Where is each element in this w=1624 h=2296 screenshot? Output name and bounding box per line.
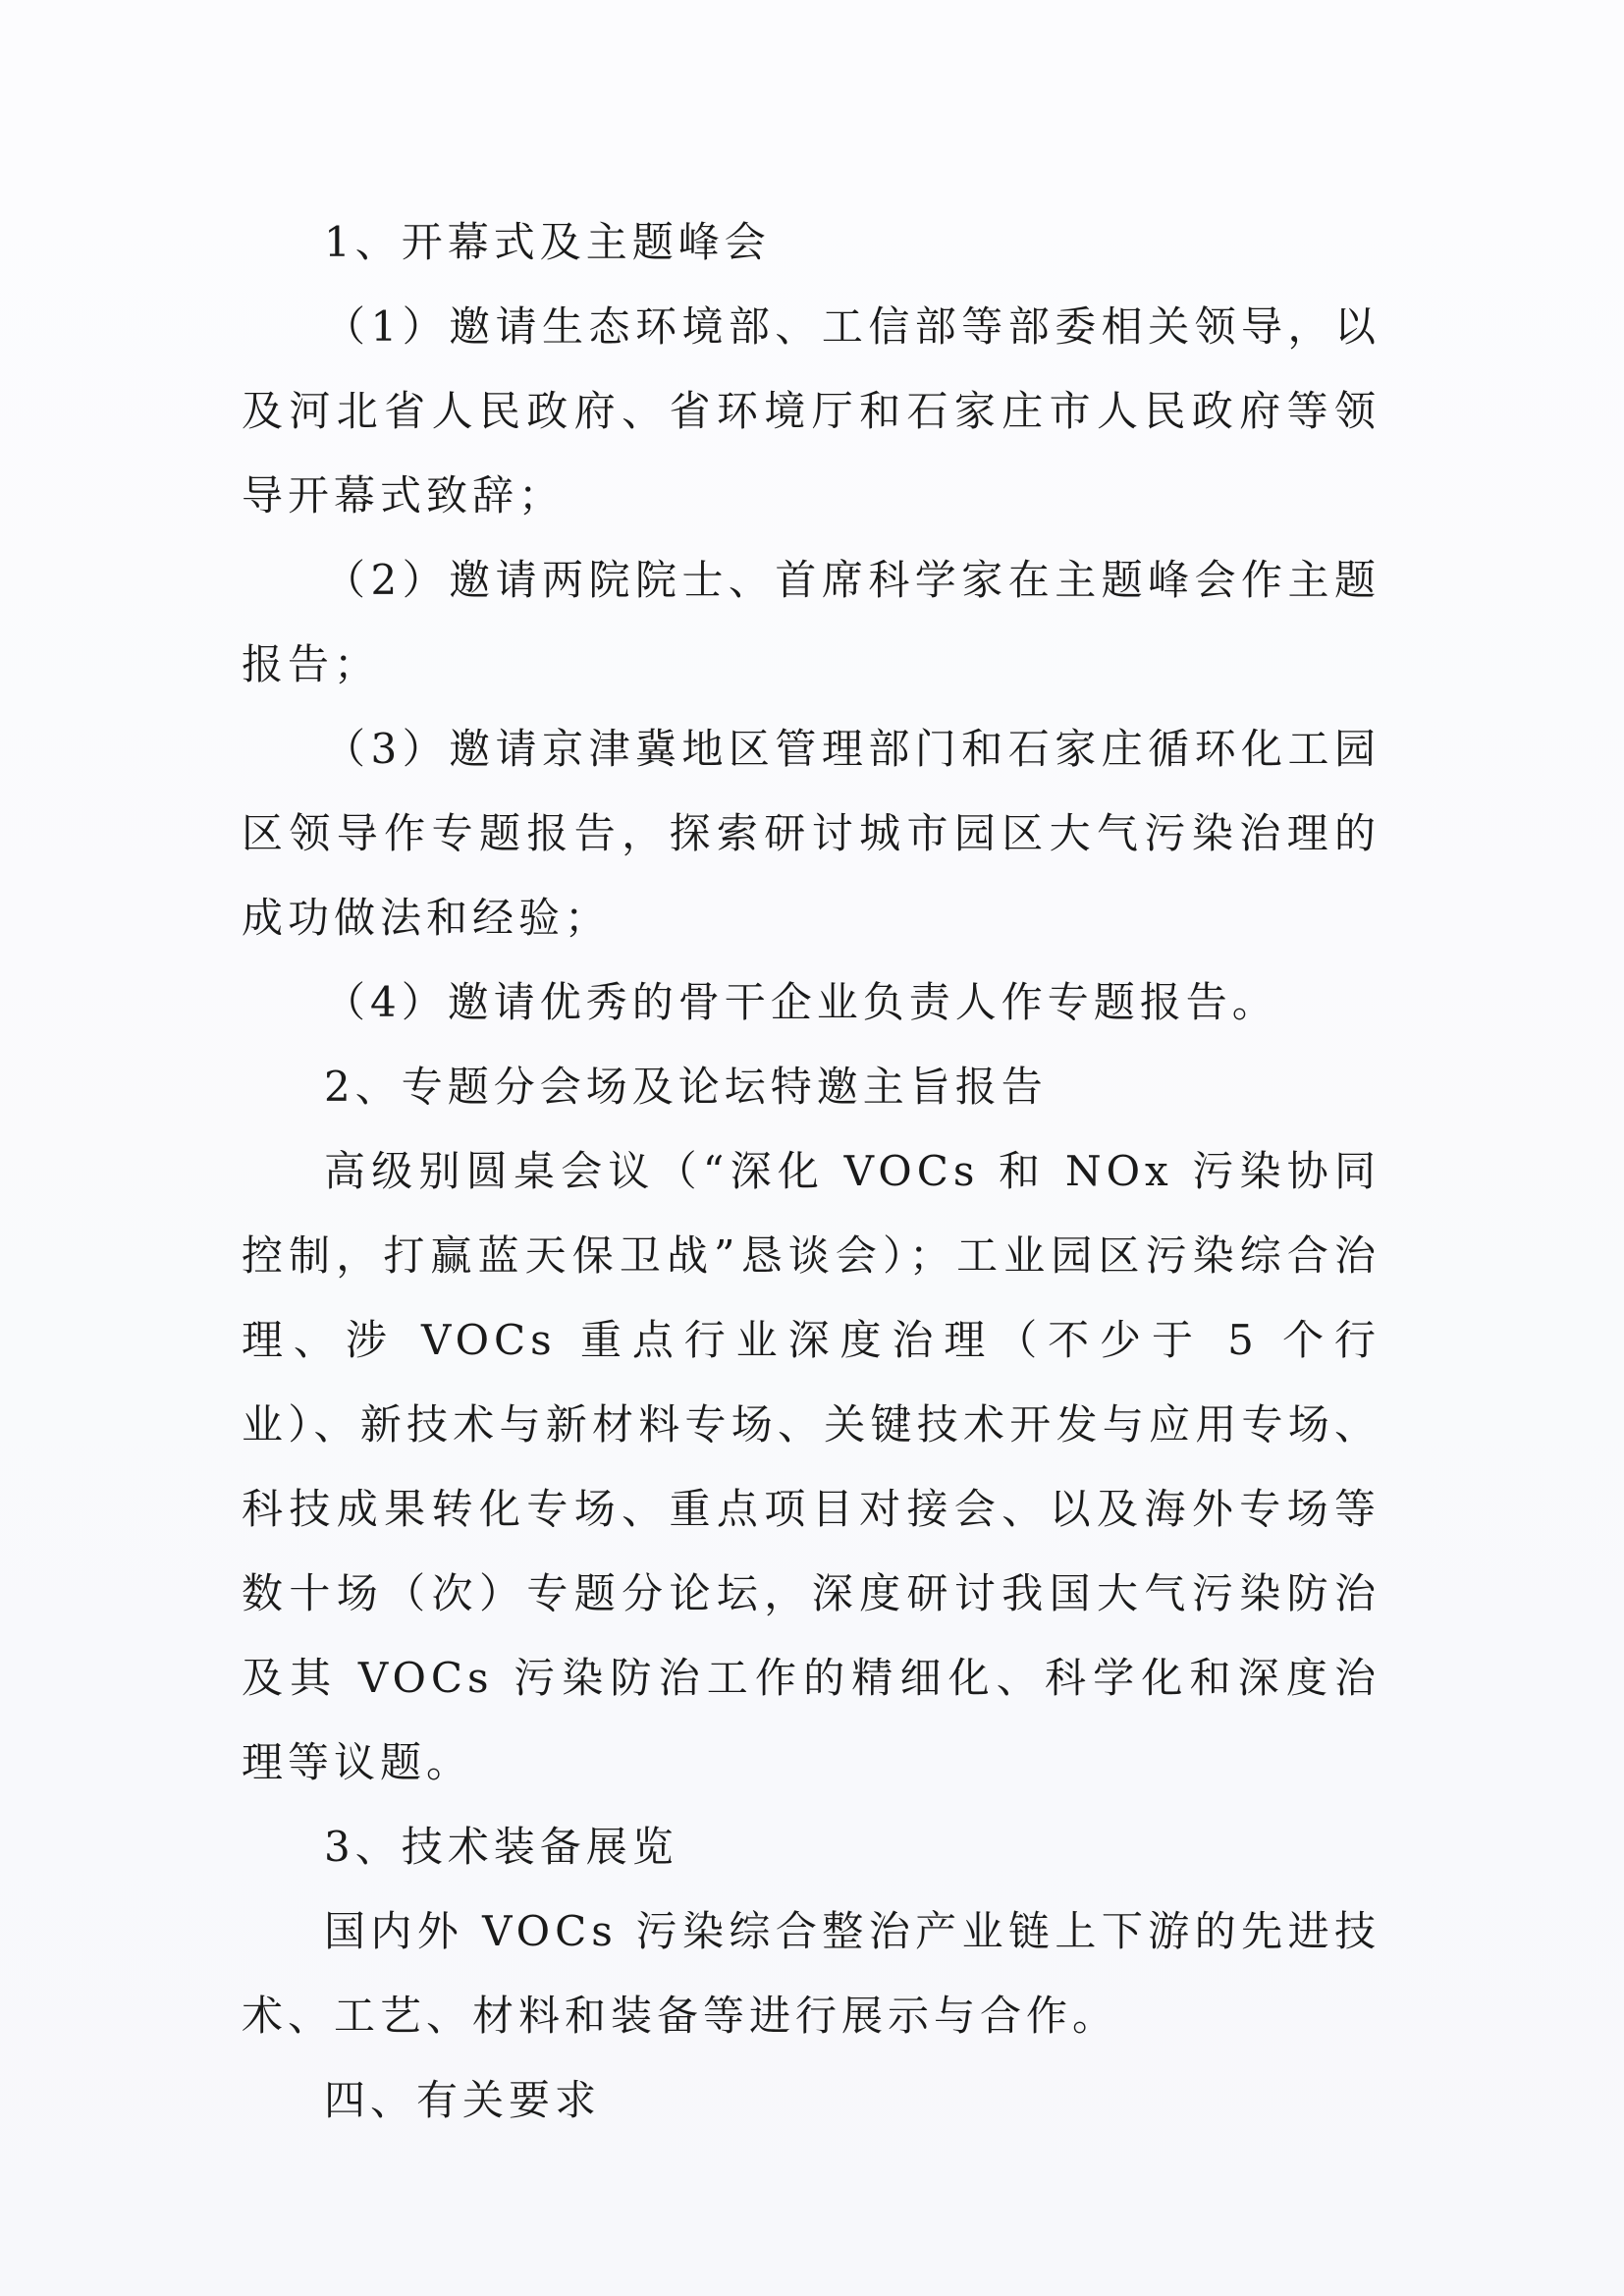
- section-heading-requirements: 四、有关要求: [324, 2076, 602, 2124]
- document-body: [242, 200, 1380, 2143]
- paragraph-invite-ministry-leaders: （1）邀请生态环境部、工信部等部委相关领导，以及河北省人民政府、省环境厅和石家庄市人民政府等领导开幕式致辞；: [242, 302, 1380, 519]
- paragraph-invite-academicians: （2）邀请两院院士、首席科学家在主题峰会作主题报告；: [242, 556, 1380, 688]
- section-heading-opening-summit: 1、开幕式及主题峰会: [324, 218, 771, 266]
- paragraph-exhibition-details: 国内外 VOCs 污染综合整治产业链上下游的先进技术、工艺、材料和装备等进行展示与合作。: [242, 1907, 1380, 2040]
- section-heading-sub-forums: 2、专题分会场及论坛特邀主旨报告: [324, 1063, 1048, 1111]
- paragraph-roundtable-forums: 高级别圆桌会议（“深化 VOCs 和 NOx 污染协同控制，打赢蓝天保卫战”恳谈会）；工业园区污染综合治理、涉 VOCs 重点行业深度治理（不少于 5 个行业）、新技术与新材料专场、关键技术开发与应用专场、科技成果转化专场、重点项目对接会、以及海外专场等数十场（次）专题分论坛，深度研讨我国大气污染防治及其 VOCs 污染防治工作的精细化、科学化和深度治理等议题。: [242, 1147, 1380, 1786]
- paragraph-invite-enterprise-leaders: （4）邀请优秀的骨干企业负责人作专题报告。: [324, 978, 1278, 1026]
- section-heading-exhibition: 3、技术装备展览: [324, 1823, 678, 1871]
- paragraph-invite-regional-leaders: （3）邀请京津冀地区管理部门和石家庄循环化工园区领导作专题报告，探索研讨城市园区大气污染治理的成功做法和经验；: [242, 725, 1380, 942]
